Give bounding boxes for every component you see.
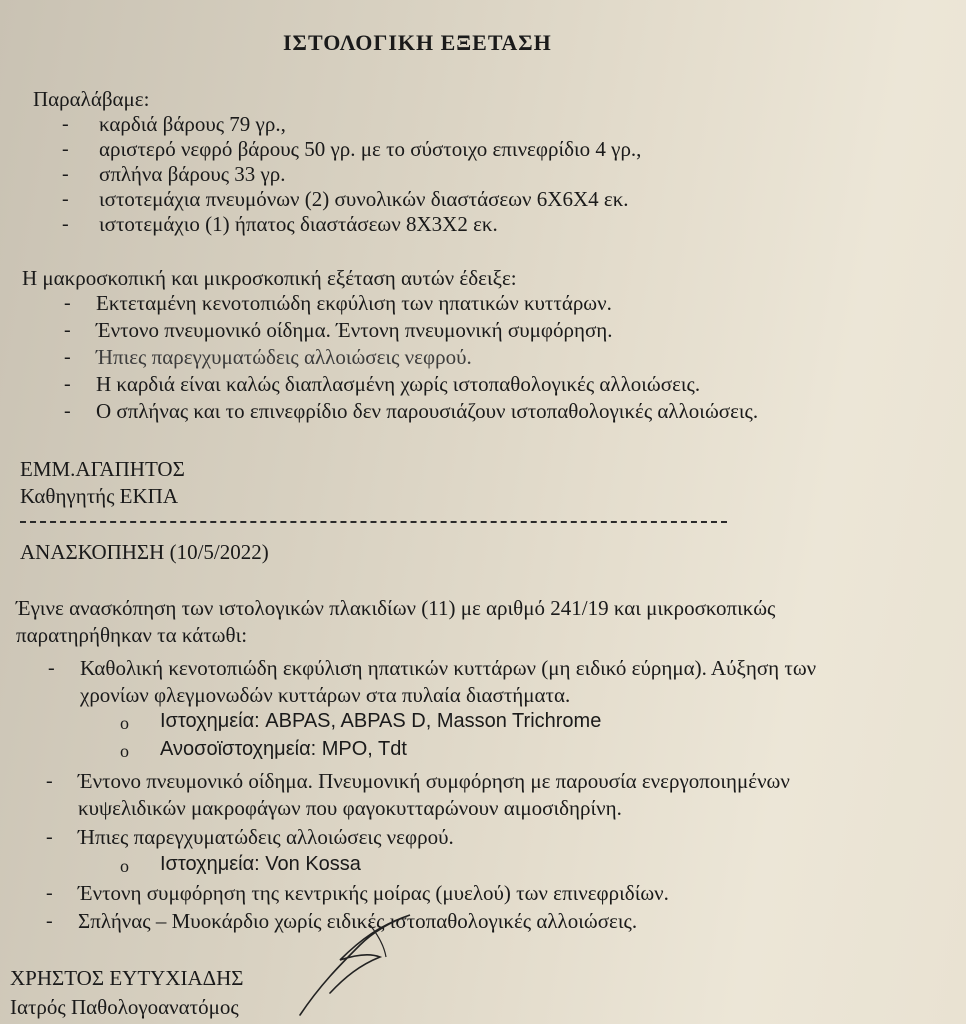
dash-bullet: - [46, 770, 53, 792]
exam-item: Η καρδιά είναι καλώς διαπλασμένη χωρίς ιστοπαθολογικές αλλοιώσεις. [96, 372, 701, 396]
signer-name: ΧΡΗΣΤΟΣ ΕΥΤΥΧΙΑΔΗΣ [10, 966, 244, 990]
dash-bullet: - [64, 319, 71, 341]
dash-bullet: - [62, 163, 69, 185]
signer-role: Καθηγητής ΕΚΠΑ [20, 484, 179, 508]
dash-bullet: - [46, 910, 53, 932]
review-subitem: Ιστοχημεία: Von Kossa [160, 853, 361, 875]
sub-bullet: o [120, 741, 129, 761]
sub-bullet: o [120, 713, 129, 733]
dash-bullet: - [62, 138, 69, 160]
page-title: ΙΣΤΟΛΟΓΙΚΗ ΕΞΕΤΑΣΗ [283, 30, 552, 55]
review-item-liver: χρονίων φλεγμονωδών κυττάρων στα πυλαία διαστήματα. [80, 683, 571, 707]
review-item-lung: Έντονο πνευμονικό οίδημα. Πνευμονική συμφόρηση με παρουσία ενεργοποιημένων [78, 769, 790, 793]
dash-bullet: - [62, 188, 69, 210]
signer-role: Ιατρός Παθολογοανατόμος [10, 995, 239, 1019]
review-item-adrenal: Έντονη συμφόρηση της κεντρικής μοίρας (μυελού) των επινεφριδίων. [78, 881, 669, 905]
dash-bullet: - [62, 213, 69, 235]
dash-bullet: - [46, 882, 53, 904]
received-item: καρδιά βάρους 79 γρ., [99, 112, 286, 136]
review-item-spleen-heart: Σπλήνας – Μυοκάρδιο χωρίς ειδικές ιστοπαθολογικές αλλοιώσεις. [78, 909, 638, 933]
received-item: σπλήνα βάρους 33 γρ. [99, 162, 286, 186]
review-subitem: Ανοσοϊστοχημεία: MPO, Tdt [160, 738, 407, 760]
review-item-kidney: Ήπιες παρεγχυματώδεις αλλοιώσεις νεφρού. [78, 825, 454, 849]
exam-heading: Η μακροσκοπική και μικροσκοπική εξέταση αυτών έδειξε: [22, 266, 517, 290]
dash-bullet: - [64, 400, 71, 422]
dashed-separator [20, 521, 727, 523]
dash-bullet: - [64, 292, 71, 314]
received-item: αριστερό νεφρό βάρους 50 γρ. με το σύστοιχο επινεφρίδιο 4 γρ., [99, 137, 642, 161]
review-item-liver: Καθολική κενοτοπιώδη εκφύλιση ηπατικών κυττάρων (μη ειδικό εύρημα). Αύξηση των [80, 656, 817, 680]
dash-bullet: - [64, 346, 71, 368]
exam-item: Εκτεταμένη κενοτοπιώδη εκφύλιση των ηπατικών κυττάρων. [96, 291, 612, 315]
dash-bullet: - [62, 113, 69, 135]
signer-name: ΕΜΜ.ΑΓΑΠΗΤΟΣ [20, 457, 185, 481]
review-item-lung: κυψελιδικών μακροφάγων που φαγοκυτταρώνουν αιμοσιδηρίνη. [78, 796, 622, 820]
received-item: ιστοτεμάχιο (1) ήπατος διαστάσεων 8Χ3Χ2 εκ. [99, 212, 498, 236]
exam-item: Έντονο πνευμονικό οίδημα. Έντονη πνευμονική συμφόρηση. [96, 318, 613, 342]
review-subitem: Ιστοχημεία: ABPAS, ABPAS D, Masson Trichrome [160, 710, 602, 732]
sub-bullet: o [120, 856, 129, 876]
handwritten-signature-icon [260, 905, 420, 1020]
review-heading: ΑΝΑΣΚΟΠΗΣΗ (10/5/2022) [20, 540, 269, 564]
received-item: ιστοτεμάχια πνευμόνων (2) συνολικών διαστάσεων 6Χ6Χ4 εκ. [99, 187, 629, 211]
exam-item: Ήπιες παρεγχυματώδεις αλλοιώσεις νεφρού. [96, 345, 472, 369]
dash-bullet: - [48, 657, 55, 679]
exam-item: Ο σπλήνας και το επινεφρίδιο δεν παρουσιάζουν ιστοπαθολογικές αλλοιώσεις. [96, 399, 759, 423]
dash-bullet: - [64, 373, 71, 395]
review-intro: Έγινε ανασκόπηση των ιστολογικών πλακιδίων (11) με αριθμό 241/19 και μικροσκοπικώς [16, 596, 776, 620]
review-intro: παρατηρήθηκαν τα κάτωθι: [16, 623, 248, 647]
received-heading: Παραλάβαμε: [33, 87, 150, 111]
dash-bullet: - [46, 826, 53, 848]
